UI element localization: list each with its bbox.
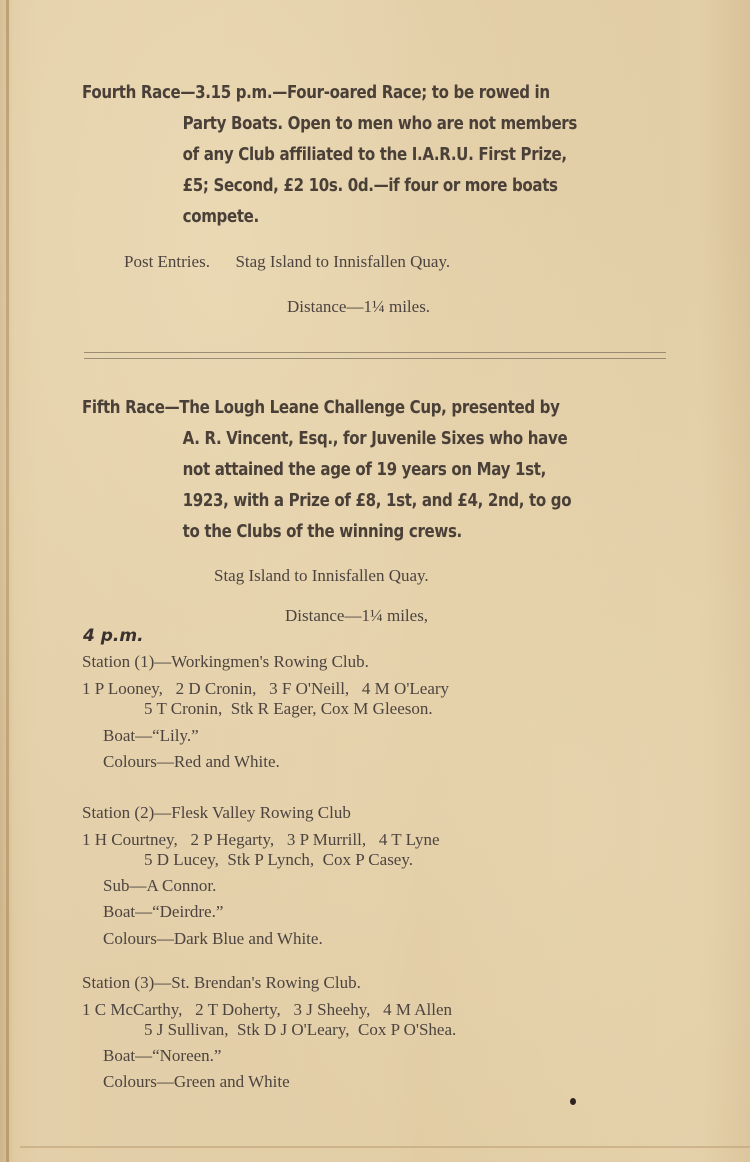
station-3-heading: Station (3)—St. Brendan's Rowing Club. <box>82 973 361 992</box>
section-divider <box>84 352 666 359</box>
fifth-race-course: Stag Island to Innisfallen Quay. <box>214 566 429 585</box>
fourth-race-entries-course: Post Entries. Stag Island to Innisfallen Quay. <box>124 252 451 271</box>
start-time: 4 p.m. <box>83 626 144 646</box>
fourth-race-line-1: Fourth Race—3.15 p.m.—Four-oared Race; to be rowed in <box>82 83 550 103</box>
fifth-race-line-1: Fifth Race—The Lough Leane Challenge Cup, presented by <box>82 398 560 418</box>
fifth-race-distance: Distance—1¼ miles, <box>285 606 429 625</box>
station-2-crew-line-2: 5 D Lucey, Stk P Lynch, Cox P Casey. <box>144 850 413 869</box>
fifth-race-line-4: 1923, with a Prize of £8, 1st, and £4, 2nd, to go <box>182 491 572 511</box>
fourth-race-line-3: of any Club affiliated to the I.A.R.U. First Prize, <box>182 145 567 165</box>
fifth-race-line-3: not attained the age of 19 years on May 1st, <box>182 460 546 480</box>
paper-fold-left <box>6 0 9 1162</box>
station-3-boat: Boat—“Noreen.” <box>103 1046 222 1065</box>
paper-fold-bottom <box>20 1146 750 1148</box>
station-1-crew-line-2: 5 T Cronin, Stk R Eager, Cox M Gleeson. <box>144 699 433 718</box>
station-3-colours: Colours—Green and White <box>103 1072 290 1091</box>
station-2-crew-line-1: 1 H Courtney, 2 P Hegarty, 3 P Murrill, 4 T Lyne <box>82 830 440 849</box>
station-1-crew-line-1: 1 P Looney, 2 D Cronin, 3 F O'Neill, 4 M O'Leary <box>82 679 450 698</box>
fourth-race-description <box>82 78 667 233</box>
fourth-race-distance: Distance—1¼ miles. <box>287 297 431 316</box>
station-2-colours: Colours—Dark Blue and White. <box>103 929 323 948</box>
fourth-race-line-2: Party Boats. Open to men who are not members <box>182 114 577 134</box>
station-2-sub: Sub—A Connor. <box>103 876 217 895</box>
station-3-crew-line-1: 1 C McCarthy, 2 T Doherty, 3 J Sheehy, 4 M Allen <box>82 1000 453 1019</box>
station-1-colours: Colours—Red and White. <box>103 752 280 771</box>
fifth-race-description <box>82 393 667 548</box>
fifth-race-line-5: to the Clubs of the winning crews. <box>182 522 462 542</box>
fourth-race-line-5: compete. <box>182 207 259 227</box>
station-1-heading: Station (1)—Workingmen's Rowing Club. <box>82 652 369 671</box>
station-2-heading: Station (2)—Flesk Valley Rowing Club <box>82 803 351 822</box>
station-3-crew-line-2: 5 J Sullivan, Stk D J O'Leary, Cox P O'Shea. <box>144 1020 457 1039</box>
ink-spot <box>570 1098 576 1105</box>
station-2-boat: Boat—“Deirdre.” <box>103 902 224 921</box>
fifth-race-line-2: A. R. Vincent, Esq., for Juvenile Sixes who have <box>182 429 568 449</box>
fourth-race-line-4: £5; Second, £2 10s. 0d.—if four or more boats <box>182 176 558 196</box>
station-1-boat: Boat—“Lily.” <box>103 726 199 745</box>
